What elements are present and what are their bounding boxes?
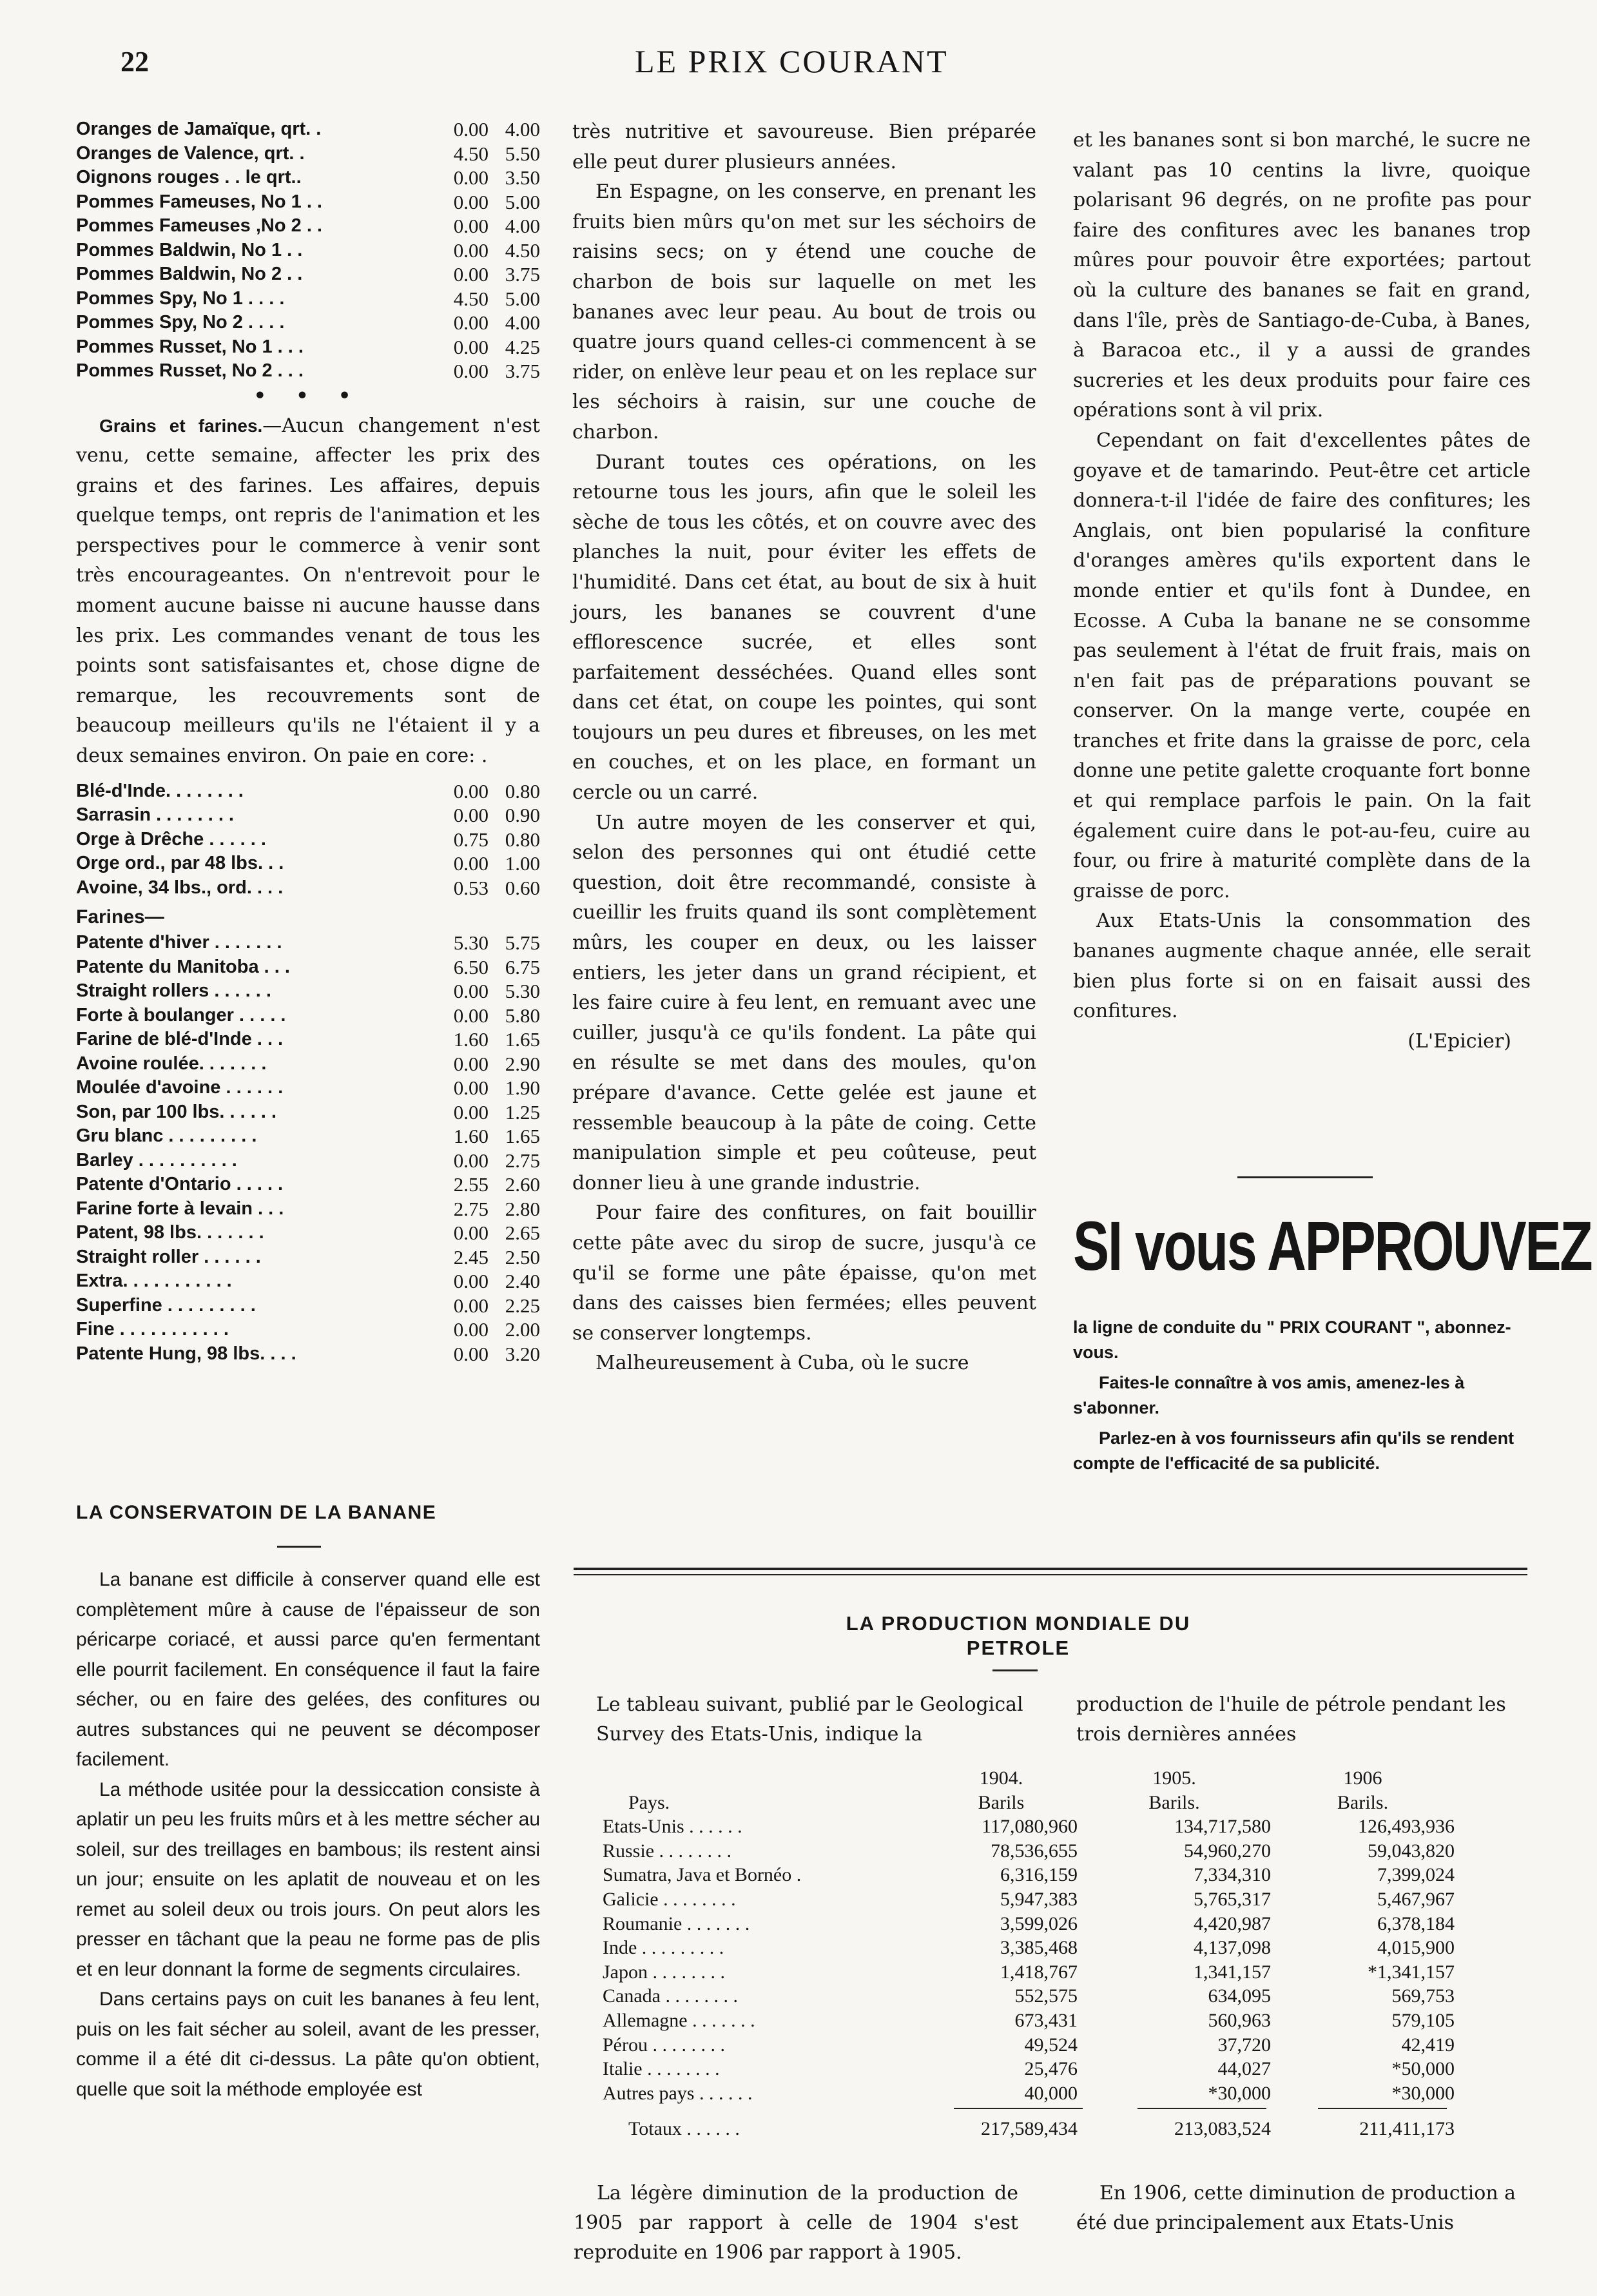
price-item-name: Farine de blé-d'Inde . . . bbox=[76, 1029, 284, 1050]
price-item-name: Blé-d'Inde. . . . . . . . bbox=[76, 780, 244, 801]
price-row bbox=[76, 142, 540, 166]
value-1906: 126,493,936 bbox=[1358, 1816, 1455, 1838]
ad-rule bbox=[1237, 1176, 1373, 1178]
price-high: 6.75 bbox=[505, 955, 540, 978]
price-item-name: Oignons rouges . . le qrt.. bbox=[76, 167, 302, 188]
total-rule-1905 bbox=[1137, 2108, 1266, 2109]
table-row bbox=[603, 1814, 1473, 1839]
price-low: 5.30 bbox=[453, 931, 489, 955]
table-row bbox=[603, 1936, 1473, 1960]
grain-price-list bbox=[76, 779, 540, 900]
price-item-name: Avoine roulée. . . . . . . bbox=[76, 1053, 267, 1074]
value-1905: 7,334,310 bbox=[1194, 1864, 1271, 1886]
price-item-name: Oranges de Jamaïque, qrt. . bbox=[76, 119, 322, 139]
petroleum-table bbox=[603, 1766, 1473, 2141]
table-row bbox=[603, 2057, 1473, 2081]
price-high: 4.00 bbox=[505, 311, 540, 334]
value-1904: 3,385,468 bbox=[1000, 1937, 1078, 1959]
section-separator: • • • bbox=[253, 384, 363, 407]
petroleum-bottom-right: En 1906, cette diminution de production a été due principalement aux Etats-Unis bbox=[1076, 2182, 1516, 2234]
year-1906: 1906 bbox=[1343, 1767, 1382, 1789]
value-1905: 4,420,987 bbox=[1194, 1912, 1271, 1934]
price-item-name: Pommes Spy, No 2 . . . . bbox=[76, 312, 285, 333]
value-1906: *50,000 bbox=[1391, 2058, 1455, 2080]
price-high: 2.90 bbox=[505, 1052, 540, 1075]
price-row bbox=[76, 1269, 540, 1294]
table-row bbox=[603, 1887, 1473, 1912]
value-1905: 37,720 bbox=[1217, 2034, 1271, 2056]
price-low: 0.00 bbox=[453, 238, 489, 262]
price-item-name: Superfine . . . . . . . . . bbox=[76, 1294, 256, 1316]
country-name: Roumanie . . . . . . . bbox=[603, 1912, 750, 1934]
price-row bbox=[76, 1342, 540, 1367]
price-high: 1.65 bbox=[505, 1125, 540, 1148]
country-name: Pérou . . . . . . . . bbox=[603, 2034, 725, 2056]
total-1906: 211,411,173 bbox=[1359, 2118, 1455, 2140]
price-high: 0.80 bbox=[505, 828, 540, 851]
price-high: 1.65 bbox=[505, 1028, 540, 1051]
price-high: 5.80 bbox=[505, 1004, 540, 1027]
price-low: 0.00 bbox=[453, 779, 489, 803]
price-low: 4.50 bbox=[453, 142, 489, 165]
value-1905: 44,027 bbox=[1217, 2058, 1271, 2080]
price-row bbox=[76, 335, 540, 360]
year-1905: 1905. bbox=[1152, 1767, 1196, 1789]
price-item-name: Pommes Russet, No 1 . . . bbox=[76, 336, 304, 357]
price-high: 4.00 bbox=[505, 118, 540, 141]
price-low: 0.00 bbox=[453, 360, 489, 382]
price-row bbox=[76, 166, 540, 190]
article-source: (L'Epicier) bbox=[1408, 1029, 1511, 1053]
value-1904: 117,080,960 bbox=[982, 1816, 1078, 1838]
price-high: 5.75 bbox=[505, 931, 540, 955]
column-1 bbox=[76, 117, 540, 1366]
totals-label: Totaux . . . . . . bbox=[628, 2118, 740, 2140]
total-rule-1904 bbox=[954, 2108, 1083, 2109]
price-low: 0.00 bbox=[453, 335, 489, 358]
price-low: 2.55 bbox=[453, 1173, 489, 1196]
col2-paragraph-6: Malheureusement à Cuba, où le sucre bbox=[595, 1352, 969, 1375]
price-row bbox=[76, 1004, 540, 1028]
table-year-row bbox=[603, 1766, 1473, 1791]
petroleum-title: LA PRODUCTION MONDIALE DU PETROLE bbox=[846, 1612, 1191, 1659]
price-low: 0.53 bbox=[453, 876, 489, 899]
price-low: 0.75 bbox=[453, 828, 489, 851]
price-low: 1.60 bbox=[453, 1028, 489, 1051]
page-number: 22 bbox=[121, 46, 149, 77]
price-low: 6.50 bbox=[453, 955, 489, 978]
unit-1906: Barils. bbox=[1337, 1791, 1389, 1813]
price-high: 1.00 bbox=[505, 852, 540, 875]
price-row bbox=[76, 979, 540, 1004]
table-row bbox=[603, 2033, 1473, 2058]
journal-title: LE PRIX COURANT bbox=[635, 43, 949, 79]
price-row bbox=[76, 1052, 540, 1076]
value-1904: 552,575 bbox=[1014, 1985, 1078, 2007]
price-row bbox=[76, 238, 540, 263]
price-row bbox=[76, 1100, 540, 1125]
price-item-name: Pommes Fameuses ,No 2 . . bbox=[76, 215, 322, 236]
totals-row bbox=[603, 2117, 1473, 2141]
price-high: 2.65 bbox=[505, 1221, 540, 1245]
country-name: Allemagne . . . . . . . bbox=[603, 2009, 755, 2031]
price-high: 0.60 bbox=[505, 876, 540, 899]
grains-lead: Grains et farines. bbox=[99, 415, 263, 436]
price-item-name: Pommes Fameuses, No 1 . . bbox=[76, 191, 322, 212]
price-low: 0.00 bbox=[453, 804, 489, 827]
price-high: 0.90 bbox=[505, 804, 540, 827]
value-1906: 6,378,184 bbox=[1377, 1912, 1455, 1934]
table-row bbox=[603, 1912, 1473, 1936]
price-high: 2.40 bbox=[505, 1270, 540, 1293]
price-row bbox=[76, 876, 540, 900]
price-low: 0.00 bbox=[453, 1100, 489, 1124]
value-1905: 134,717,580 bbox=[1174, 1816, 1271, 1838]
price-row bbox=[76, 1149, 540, 1173]
value-1905: 560,963 bbox=[1208, 2009, 1271, 2031]
price-row bbox=[76, 311, 540, 335]
price-row bbox=[76, 1197, 540, 1221]
flour-price-list bbox=[76, 931, 540, 1366]
price-high: 1.90 bbox=[505, 1076, 540, 1100]
value-1906: *30,000 bbox=[1391, 2082, 1455, 2104]
price-high: 2.50 bbox=[505, 1245, 540, 1269]
price-item-name: Patente d'Ontario . . . . . bbox=[76, 1174, 284, 1195]
value-1904: 40,000 bbox=[1024, 2082, 1078, 2104]
price-high: 4.25 bbox=[505, 335, 540, 358]
banana-paragraph-1: La banane est difficile à conserver quand elle est complètement mûre à cause de l'épaisseur de son péricarpe coriacé, et aussi parce qu'en fermentant elle pourrit facilement. En conséquence il faut la faire sécher, ou en faire des gelées, des confitures ou autres substances qui ne peuvent se décomposer facilement. bbox=[76, 1569, 540, 1770]
price-row bbox=[76, 1245, 540, 1270]
price-low: 4.50 bbox=[453, 287, 489, 310]
price-low: 1.60 bbox=[453, 1125, 489, 1148]
price-low: 0.00 bbox=[453, 263, 489, 286]
price-item-name: Patente Hung, 98 lbs. . . . bbox=[76, 1343, 296, 1364]
price-item-name: Patente d'hiver . . . . . . . bbox=[76, 932, 282, 953]
price-item-name: Patente du Manitoba . . . bbox=[76, 956, 290, 977]
value-1906: 7,399,024 bbox=[1377, 1864, 1455, 1886]
price-row bbox=[76, 1124, 540, 1149]
price-item-name: Patent, 98 lbs. . . . . . . bbox=[76, 1222, 264, 1243]
value-1905: *30,000 bbox=[1208, 2082, 1271, 2104]
ad-body bbox=[1073, 1315, 1531, 1481]
price-item-name: Farine forte à levain . . . bbox=[76, 1198, 284, 1219]
petroleum-bottom-left: La légère diminution de la production de 1905 par rapport à celle de 1904 s'est reproduite en 1906 par rapport à 1905. bbox=[574, 2182, 1018, 2264]
price-row bbox=[76, 828, 540, 852]
value-1905: 634,095 bbox=[1208, 1985, 1271, 2007]
banana-paragraph-2: La méthode usitée pour la dessiccation consiste à aplatir un peu les fruits mûrs et à les mettre sécher au soleil, sur des treillages en bambous; ils restent ainsi un jour; ensuite on les aplatit de nouveau et on les remet au soleil deux ou trois jours. On peut alors les presser en tâchant que la peau ne forme pas de plis et en leur donnant la forme de segments circulaires. bbox=[76, 1778, 540, 1980]
price-low: 0.00 bbox=[453, 980, 489, 1003]
price-high: 1.25 bbox=[505, 1100, 540, 1124]
price-row bbox=[76, 931, 540, 955]
price-row bbox=[76, 1027, 540, 1052]
price-low: 0.00 bbox=[453, 190, 489, 213]
value-1905: 5,765,317 bbox=[1194, 1888, 1271, 1910]
price-item-name: Moulée d'avoine . . . . . . bbox=[76, 1077, 284, 1098]
value-1904: 49,524 bbox=[1024, 2034, 1078, 2056]
price-row bbox=[76, 287, 540, 311]
price-high: 2.00 bbox=[505, 1318, 540, 1341]
price-row bbox=[76, 359, 540, 384]
col3-paragraph-1: et les bananes sont si bon marché, le sucre ne valant pas 10 centins la livre, quoique polarisant 96 degrés, on ne profite pas pour faire des confitures avec les bananes trop mûres pour pouvoir être exportées; partout où la culture des bananes se fait en grand, dans l'île, près de Santiago-de-Cuba, à Banes, à Baracoa etc., il y a aussi de grandes sucreries et les deux produits pour faire ces opérations sont à vil prix. bbox=[1073, 129, 1531, 422]
price-row bbox=[76, 1294, 540, 1318]
value-1904: 6,316,159 bbox=[1000, 1864, 1078, 1886]
table-row bbox=[603, 2009, 1473, 2033]
ad-line-2: Faites-le connaître à vos amis, amenez-les à s'abonner. bbox=[1073, 1373, 1465, 1417]
price-row bbox=[76, 851, 540, 876]
table-unit-row bbox=[603, 1791, 1473, 1815]
price-low: 2.45 bbox=[453, 1245, 489, 1269]
fruit-price-list bbox=[76, 117, 540, 384]
price-high: 5.50 bbox=[505, 142, 540, 165]
column-2 bbox=[572, 117, 1036, 1379]
price-high: 3.75 bbox=[505, 360, 540, 382]
table-row bbox=[603, 1960, 1473, 1985]
grains-text: —Aucun changement n'est venu, cette semaine, affecter les prix des grains et des farines. Les affaires, depuis quelque temps, ont repris de l'animation et les perspectives pour le commerce à venir sont très encourageantes. On n'entrevoit pour le moment aucune baisse ni aucune hausse dans les prix. Les commandes venant de tous les points sont satisfaisantes et, chose digne de remarque, les recouvrements sont de beaucoup meilleurs qu'ils ne l'étaient il y a deux semaines environ. On paie en core: . bbox=[76, 414, 540, 768]
country-name: Etats-Unis . . . . . . bbox=[603, 1816, 742, 1838]
price-low: 0.00 bbox=[453, 1342, 489, 1365]
banana-article-body bbox=[76, 1565, 540, 2105]
price-high: 3.50 bbox=[505, 166, 540, 189]
price-high: 5.30 bbox=[505, 980, 540, 1003]
price-item-name: Pommes Russet, No 2 . . . bbox=[76, 360, 304, 381]
price-row bbox=[76, 779, 540, 804]
col2-paragraph-1: très nutritive et savoureuse. Bien préparée elle peut durer plusieurs années. bbox=[572, 121, 1036, 173]
country-name: Inde . . . . . . . . . bbox=[603, 1937, 724, 1959]
price-low: 0.00 bbox=[453, 852, 489, 875]
country-name: Canada . . . . . . . . bbox=[603, 1985, 738, 2007]
price-low: 0.00 bbox=[453, 215, 489, 237]
year-1904: 1904. bbox=[979, 1767, 1023, 1789]
value-1906: 59,043,820 bbox=[1368, 1840, 1455, 1862]
ad-line-1: la ligne de conduite du " PRIX COURANT ", abonnez-vous. bbox=[1073, 1318, 1511, 1362]
price-high: 5.00 bbox=[505, 190, 540, 213]
price-high: 0.80 bbox=[505, 779, 540, 803]
value-1906: *1,341,157 bbox=[1368, 1961, 1455, 1983]
price-item-name: Sarrasin . . . . . . . . bbox=[76, 804, 234, 826]
price-item-name: Son, par 100 lbs. . . . . . bbox=[76, 1101, 277, 1122]
price-item-name: Straight roller . . . . . . bbox=[76, 1246, 261, 1267]
unit-1905: Barils. bbox=[1148, 1791, 1200, 1813]
col2-paragraph-3: Durant toutes ces opérations, on les retourne tous les jours, afin que le soleil les sèche de tous les côtés, et on couvre avec des planches la nuit, pour éviter les effets de l'humidité. Dans cet état, au bout de six à huit jours, les bananes se couvrent d'une efflorescence sucrée, et elles sont parfaitement desséchées. Quand elles sont dans cet état, on coupe les pointes, qui sont toujours un peu dures et fibreuses, on les met en couches, et on les place, en formant un cercle ou un carré. bbox=[572, 451, 1036, 804]
ad-headline: SI vous APPROUVEZ bbox=[1073, 1207, 1592, 1285]
petroleum-rows bbox=[603, 1814, 1473, 2105]
price-item-name: Oranges de Valence, qrt. . bbox=[76, 142, 305, 164]
price-item-name: Orge à Drêche . . . . . . bbox=[76, 828, 266, 850]
price-low: 0.00 bbox=[453, 1076, 489, 1100]
ad-line-3: Parlez-en à vos fournisseurs afin qu'ils se rendent compte de l'efficacité de sa publicité. bbox=[1073, 1428, 1515, 1473]
price-item-name: Fine . . . . . . . . . . . bbox=[76, 1319, 229, 1340]
col3-paragraph-3: Aux Etats-Unis la consommation des bananes augmente chaque année, elle serait bien plus forte si on en faisait aussi des confitures. bbox=[1073, 910, 1531, 1023]
value-1904: 5,947,383 bbox=[1000, 1888, 1078, 1910]
price-high: 2.75 bbox=[505, 1149, 540, 1172]
value-1906: 569,753 bbox=[1391, 1985, 1455, 2007]
price-low: 0.00 bbox=[453, 1149, 489, 1172]
value-1904: 78,536,655 bbox=[991, 1840, 1078, 1862]
price-low: 0.00 bbox=[453, 1052, 489, 1075]
price-row bbox=[76, 262, 540, 287]
price-item-name: Avoine, 34 lbs., ord. . . . bbox=[76, 877, 284, 898]
price-high: 3.75 bbox=[505, 263, 540, 286]
total-rule-1906 bbox=[1318, 2108, 1447, 2109]
price-low: 0.00 bbox=[453, 1270, 489, 1293]
grains-paragraph bbox=[76, 411, 540, 772]
price-low: 0.00 bbox=[453, 311, 489, 334]
price-row bbox=[76, 1221, 540, 1245]
price-high: 4.00 bbox=[505, 215, 540, 237]
price-high: 5.00 bbox=[505, 287, 540, 310]
price-item-name: Forte à boulanger . . . . . bbox=[76, 1004, 286, 1026]
total-1904: 217,589,434 bbox=[981, 2118, 1078, 2140]
col2-paragraph-2: En Espagne, on les conserve, en prenant les fruits bien mûrs qu'on met sur les séchoirs de raisins secs; on y étend une couche de charbon de bois sur laquelle on met les bananes avec leur peau. Au bout de trois ou quatre jours quand celles-ci commencent à se rider, on enlève leur peau et on les replace sur les séchoirs à raisin, sur une couche de charbon. bbox=[572, 180, 1036, 443]
table-row bbox=[603, 2081, 1473, 2106]
farines-heading: Farines— bbox=[76, 906, 164, 928]
col2-paragraph-5: Pour faire des confitures, on fait bouillir cette pâte avec du sirop de sucre, jusqu'à ce qu'il se forme une pâte épaisse, qu'on met dans des caisses bien fermées; elles peuvent se conserver longtemps. bbox=[572, 1202, 1036, 1345]
petroleum-intro-right: production de l'huile de pétrole pendant les trois dernières années bbox=[1076, 1693, 1506, 1746]
price-row bbox=[76, 214, 540, 238]
value-1904: 3,599,026 bbox=[1000, 1912, 1078, 1934]
table-row bbox=[603, 1984, 1473, 2009]
table-row bbox=[603, 1839, 1473, 1863]
price-low: 0.00 bbox=[453, 1294, 489, 1317]
price-low: 2.75 bbox=[453, 1197, 489, 1220]
value-1906: 42,419 bbox=[1401, 2034, 1455, 2056]
price-row bbox=[76, 117, 540, 142]
table-row bbox=[603, 1863, 1473, 1887]
country-name: Japon . . . . . . . . bbox=[603, 1961, 725, 1983]
price-high: 3.20 bbox=[505, 1342, 540, 1365]
price-item-name: Pommes Spy, No 1 . . . . bbox=[76, 287, 285, 309]
country-name: Autres pays . . . . . . bbox=[603, 2082, 753, 2104]
title-rule bbox=[277, 1546, 321, 1548]
country-name: Italie . . . . . . . . bbox=[603, 2058, 720, 2080]
column-3 bbox=[1073, 126, 1531, 1056]
banana-paragraph-3: Dans certains pays on cuit les bananes à feu lent, puis on les fait sécher au soleil, avant de les presser, comme il a été dit ci-dessus. La pâte qu'on obtient, quelle que soit la méthode employée est bbox=[76, 1989, 540, 2100]
price-item-name: Straight rollers . . . . . . bbox=[76, 980, 271, 1002]
country-name: Galicie . . . . . . . . bbox=[603, 1888, 736, 1910]
country-name: Sumatra, Java et Bornéo . bbox=[603, 1864, 802, 1886]
price-item-name: Orge ord., par 48 lbs. . . bbox=[76, 853, 284, 874]
price-row bbox=[76, 1318, 540, 1342]
col2-paragraph-4: Un autre moyen de les conserver et qui, selon des personnes qui ont étudié cette question, doit être recommandé, consiste à cueillir les fruits quand ils sont complètement mûrs, les couper en deux, ou les laisser entiers, les jeter dans un grand récipient, et les faire cuire à feu lent, en remuant avec une cuiller, jusqu'à ce qu'ils fondent. La pâte qui en résulte se met dans des moules, qu'on prépare d'avance. Cette gelée est jaune et ressemble beaucoup à la pâte de coing. Cette manipulation simple et peu coûteuse, peut donner lieu à une grande industrie. bbox=[572, 811, 1036, 1194]
value-1904: 1,418,767 bbox=[1000, 1961, 1078, 1983]
value-1904: 673,431 bbox=[1014, 2009, 1078, 2031]
total-1905: 213,083,524 bbox=[1174, 2118, 1271, 2140]
price-low: 0.00 bbox=[453, 118, 489, 141]
price-row bbox=[76, 803, 540, 828]
price-low: 0.00 bbox=[453, 1318, 489, 1341]
price-item-name: Pommes Baldwin, No 2 . . bbox=[76, 264, 303, 284]
value-1904: 25,476 bbox=[1024, 2058, 1078, 2080]
price-high: 4.50 bbox=[505, 238, 540, 262]
value-1905: 4,137,098 bbox=[1194, 1937, 1271, 1959]
price-item-name: Extra. . . . . . . . . . . bbox=[76, 1270, 232, 1292]
petroleum-intro-left: Le tableau suivant, publié par le Geological Survey des Etats-Unis, indique la bbox=[596, 1693, 1023, 1746]
price-item-name: Pommes Baldwin, No 1 . . bbox=[76, 239, 303, 260]
price-item-name: Barley . . . . . . . . . . bbox=[76, 1149, 237, 1171]
price-row bbox=[76, 1172, 540, 1197]
value-1906: 579,105 bbox=[1391, 2009, 1455, 2031]
price-low: 0.00 bbox=[453, 166, 489, 189]
value-1905: 1,341,157 bbox=[1194, 1961, 1271, 1983]
banana-article-title: LA CONSERVATOIN DE LA BANANE bbox=[76, 1502, 437, 1523]
value-1905: 54,960,270 bbox=[1184, 1840, 1271, 1862]
pays-label: Pays. bbox=[628, 1791, 670, 1813]
col3-paragraph-2: Cependant on fait d'excellentes pâtes de goyave et de tamarindo. Peut-être cet article donnera-t-il l'idée de faire des confitures; les Anglais, ont bien popularisé la confiture d'oranges amères qu'ils exportent dans le monde entier et qu'ils font à Dundee, en Ecosse. A Cuba la banane ne se consomme pas seulement à l'état de fruit frais, mais on n'en fait pas de préparations pouvant se conserver. On la mange verte, coupée en tranches et frite dans la graisse de porc, cela donne une petite galette croquante fort bonne et qui remplace parfois le pain. On la fait également cuire dans le pot-au-feu, cuire au four, ou frire à maturité complète dans de la graisse de porc. bbox=[1073, 429, 1531, 902]
price-low: 0.00 bbox=[453, 1221, 489, 1245]
price-item-name: Gru blanc . . . . . . . . . bbox=[76, 1125, 257, 1147]
country-name: Russie . . . . . . . . bbox=[603, 1840, 732, 1862]
unit-1904: Barils bbox=[978, 1791, 1025, 1813]
section-rule-thin bbox=[574, 1574, 1527, 1575]
price-high: 2.60 bbox=[505, 1173, 540, 1196]
price-row bbox=[76, 190, 540, 215]
price-high: 2.80 bbox=[505, 1197, 540, 1220]
price-row bbox=[76, 955, 540, 980]
value-1906: 5,467,967 bbox=[1377, 1888, 1455, 1910]
section-rule-thick bbox=[574, 1568, 1527, 1570]
petroleum-title-rule bbox=[992, 1669, 1038, 1671]
value-1906: 4,015,900 bbox=[1377, 1937, 1455, 1959]
price-low: 0.00 bbox=[453, 1004, 489, 1027]
price-row bbox=[76, 1076, 540, 1100]
price-high: 2.25 bbox=[505, 1294, 540, 1317]
